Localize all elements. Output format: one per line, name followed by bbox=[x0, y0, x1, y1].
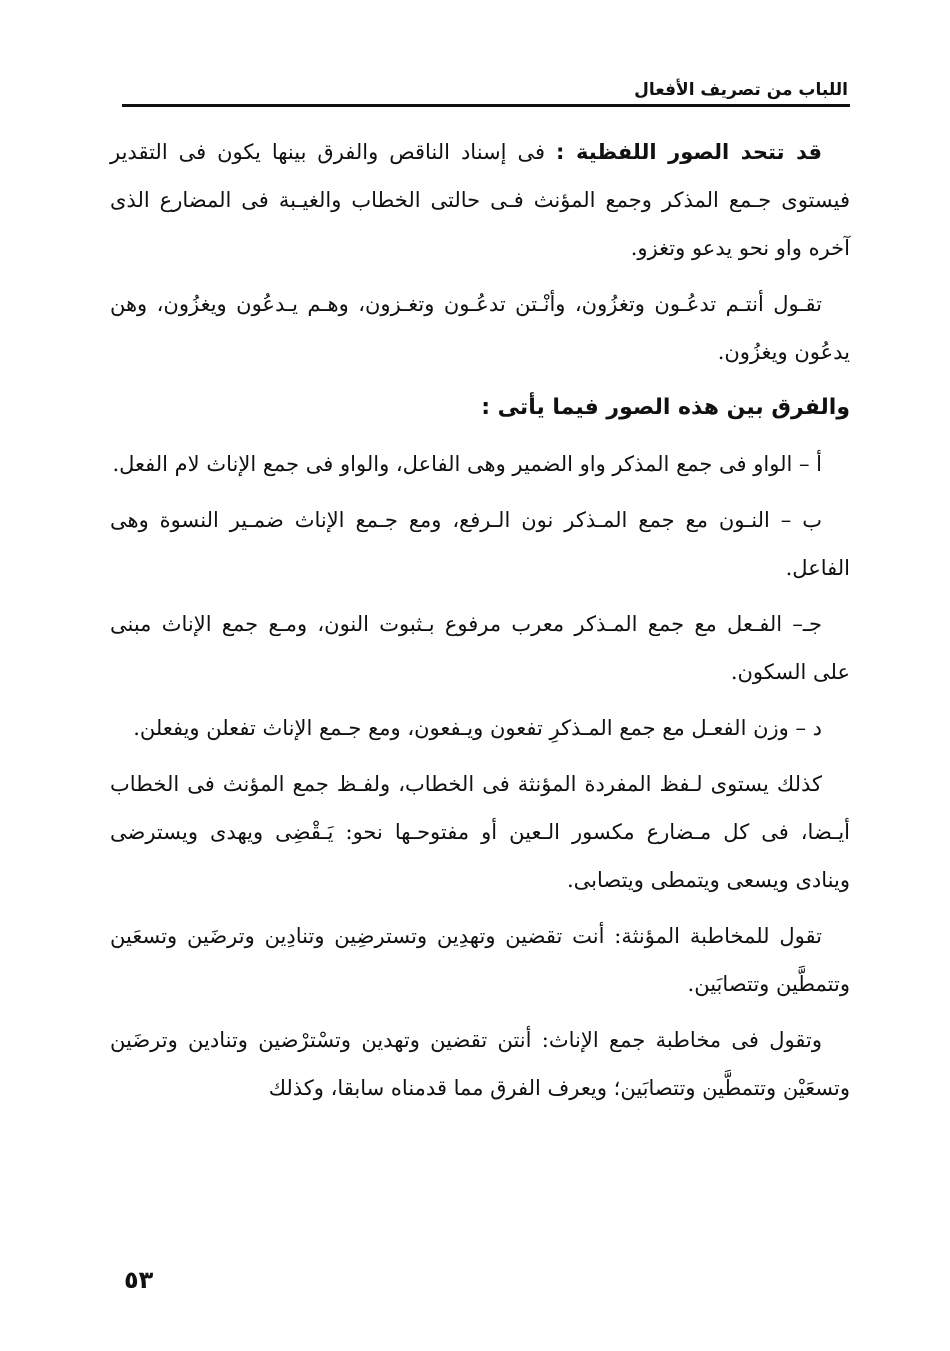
paragraph-plural-address: وتقول فى مخاطبة جمع الإناث: أنتن تقضين وتهدين وتسْترْضين وتنادين وترضَين وتسعَيْن وتتمطَّين وتتصابَين؛ ويعرف الفرق مما قدمناه سابقا، وكذلك bbox=[110, 1028, 850, 1100]
page-number: ٥٣ bbox=[124, 1266, 154, 1294]
paragraph-intro bbox=[110, 128, 850, 272]
list-item-b: ب – النـون مع جمع المـذكر نون الـرفع، ومع جـمع الإناث ضمـير النسوة وهى الفاعل. bbox=[110, 508, 850, 580]
list-item-a: أ – الواو فى جمع المذكر واو الضمير وهى الفاعل، والواو فى جمع الإناث لام الفعل. bbox=[112, 452, 822, 476]
section-heading: والفرق بين هذه الصور فيما يأتى : bbox=[481, 395, 850, 420]
intro-body: فى إسناد الناقص والفرق بينها يكون فى التقدير فيستوى جـمع المذكر وجمع المؤنث فـى حالتى الخطاب والغيـبة فى المضارع الذى آخره واو نحو يدعو وتغزو. bbox=[110, 140, 850, 260]
intro-lead: قد تتحد الصور اللفظية : bbox=[555, 140, 822, 164]
running-title: اللباب من تصريف الأفعال bbox=[634, 80, 848, 100]
paragraph-feminine-address: تقول للمخاطبة المؤنثة: أنت تقضين وتهدِين وتسترضِين وتنادِين وترضَين وتسعَين وتتمطَّين وتتصابَين. bbox=[110, 924, 850, 996]
header-rule bbox=[122, 104, 850, 107]
paragraph-feminine-singular: كذلك يستوى لـفظ المفردة المؤنثة فى الخطاب، ولفـظ جمع المؤنث فى الخطاب أيـضا، فى كل مـضارع مكسور الـعين أو مفتوحـها نحو: يَـقْضِى ويهدى ويسترضى وينادى ويسعى ويتمطى ويتصابى. bbox=[110, 772, 850, 892]
list-item-c: جـ– الفـعل مع جمع المـذكر معرب مرفوع بـثبوت النون، ومـع جمع الإناث مبنى على السكون. bbox=[110, 612, 850, 684]
body-text bbox=[110, 128, 850, 1120]
list-item-d: د – وزن الفعـل مع جمع المـذكرِ تفعون ويـفعون، ومع جـمع الإناث تفعلن ويفعلن. bbox=[133, 716, 822, 740]
paragraph-examples: تقـول أنتـم تدعُـون وتغزُون، وأنْـتن تدعُـون وتغـزون، وهـم يـدعُون ويغزُون، وهن يدعُون ويغزُون. bbox=[110, 292, 850, 364]
